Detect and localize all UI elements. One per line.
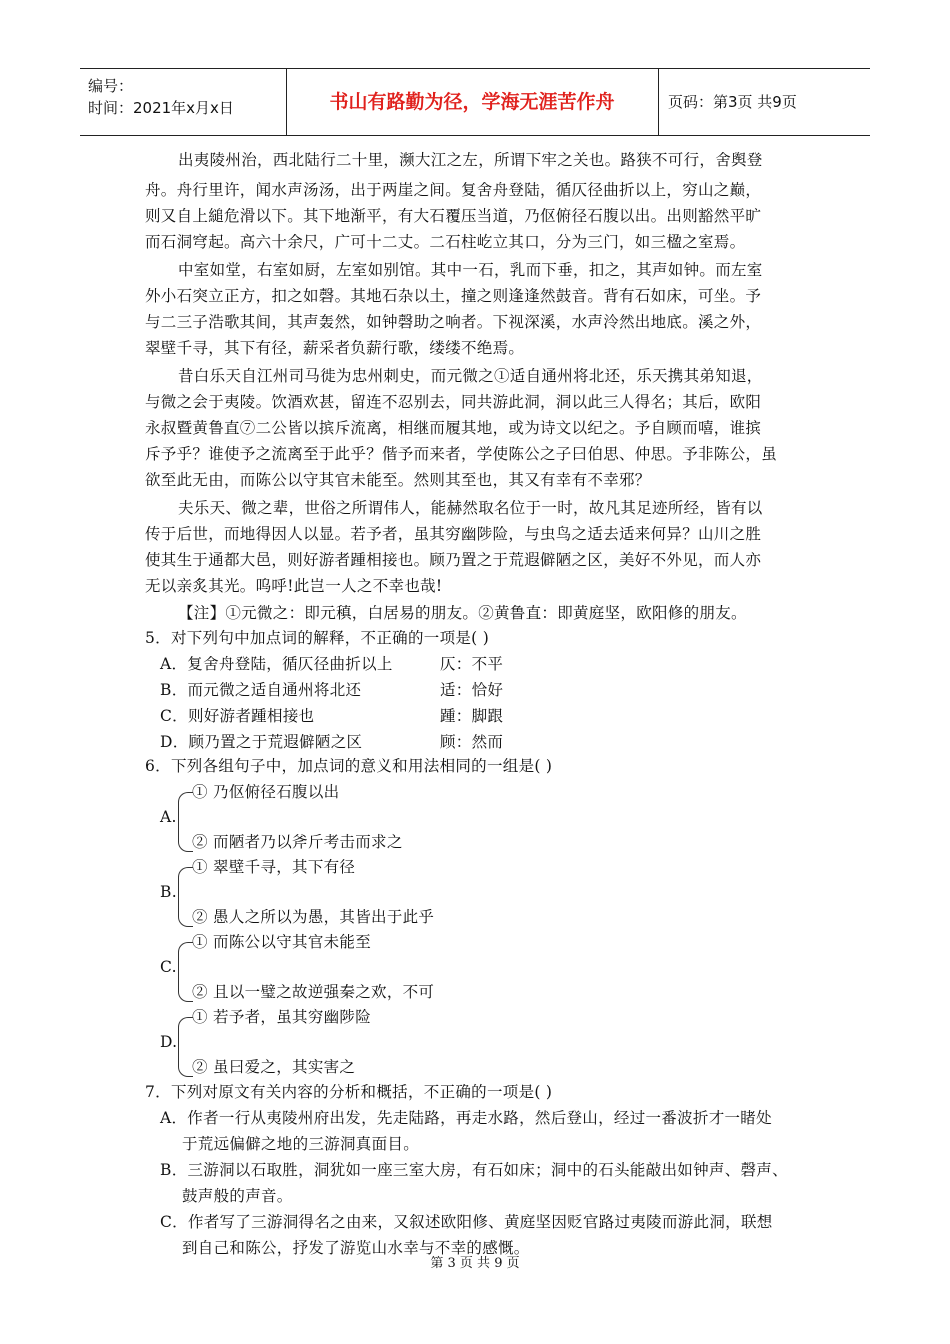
text-line: A. — [160, 808, 177, 826]
text-line: ② 而陋者乃以斧斤考击而求之 — [192, 833, 403, 851]
text-line: 斥予乎？谁使予之流离至于此乎？偕予而来者，学使陈公之子曰伯思、仲思。予非陈公，虽 — [145, 445, 778, 463]
option-d-brace — [178, 1017, 193, 1077]
option-b-brace — [178, 867, 193, 927]
text-line: 无以亲炙其光。呜呼!此岂一人之不幸也哉! — [145, 577, 443, 595]
text-line: 于荒远偏僻之地的三游洞真面目。 — [182, 1135, 420, 1153]
page-header — [80, 68, 870, 136]
text-line: C．作者写了三游洞得名之由来，又叙述欧阳修、黄庭坚因贬官路过夷陵而游此洞，联想 — [160, 1213, 773, 1231]
text-line: 昔白乐天自江州司马徙为忠州刺史，而元微之①适自通州将北还，乐天携其弟知退， — [178, 367, 763, 385]
text-line: ① 而陈公以守其官未能至 — [192, 933, 372, 951]
text-line: 【注】①元微之：即元稹，白居易的朋友。②黄鲁直：即黄庭坚，欧阳修的朋友。 — [178, 604, 747, 622]
text-line: 外小石突立正方，扣之如磬。其地石杂以土，撞之则逢逢然鼓音。背有石如床，可坐。予 — [145, 287, 762, 305]
text-line: 中室如堂，右室如厨，左室如别馆。其中一石，乳而下垂，扣之，其声如钟。而左室 — [178, 261, 763, 279]
document-number-label: 编号： — [88, 77, 134, 95]
text-line: 与微之会于夷陵。饮酒欢甚，留连不忍别去，同共游此洞，洞以此三人得名；其后，欧阳 — [145, 393, 762, 411]
text-line: 鼓声般的声音。 — [182, 1187, 293, 1205]
document-time-label: 时间：2021年x月x日 — [88, 99, 234, 117]
text-line: 适：恰好 — [440, 681, 504, 699]
text-line: 顾：然而 — [440, 733, 504, 751]
header-motto: 书山有路勤为径，学海无涯苦作舟 — [286, 69, 659, 135]
text-line: 5．对下列句中加点词的解释，不正确的一项是( ) — [145, 629, 490, 647]
text-line: 6．下列各组句子中，加点词的意义和用法相同的一组是( ) — [145, 757, 553, 775]
text-line: 永叔暨黄鲁直⑦二公皆以摈斥流离，相继而履其地，或为诗文以纪之。予自顾而嘻，谁摈 — [145, 419, 762, 437]
header-page-label: 页码：第3页 共9页 — [668, 93, 797, 111]
text-line: 仄：不平 — [440, 655, 504, 673]
text-line: A．复舍舟登陆，循仄径曲折以上 — [160, 655, 393, 673]
text-line: ① 翠壁千寻，其下有径 — [192, 858, 356, 876]
text-line: 踵：脚跟 — [440, 707, 504, 725]
option-c-brace — [178, 942, 193, 1002]
text-line: ② 虽曰爱之，其实害之 — [192, 1058, 356, 1076]
text-line: 夫乐天、微之辈，世俗之所谓伟人，能赫然取名位于一时，故凡其足迹所经，皆有以 — [178, 499, 763, 517]
text-line: 欲至此无由，而陈公以守其官未能至。然则其至也，其又有幸有不幸邪？ — [145, 471, 651, 489]
text-line: B．而元微之适自通州将北还 — [160, 681, 362, 699]
text-line: 而石洞穹起。高六十余尺，广可十二丈。二石柱屹立其口，分为三门，如三楹之室焉。 — [145, 233, 746, 251]
text-line: C. — [160, 958, 177, 976]
text-line: 7．下列对原文有关内容的分析和概括，不正确的一项是( ) — [145, 1083, 553, 1101]
page-footer: 第 3 页 共 9 页 — [430, 1256, 520, 1271]
text-line: C．则好游者踵相接也 — [160, 707, 315, 725]
text-line: 使其生于通都大邑，则好游者踵相接也。顾乃置之于荒遐僻陋之区，美好不外见，而人亦 — [145, 551, 762, 569]
text-line: ① 若予者，虽其穷幽陟险 — [192, 1008, 372, 1026]
text-line: B. — [160, 883, 177, 901]
text-line: ① 乃伛俯径石腹以出 — [192, 783, 340, 801]
text-line: B．三游洞以石取胜，洞犹如一座三室大房，有石如床；洞中的石头能敲出如钟声、磬声、 — [160, 1161, 788, 1179]
text-line: A．作者一行从夷陵州府出发，先走陆路，再走水路，然后登山，经过一番波折才一睹处 — [160, 1109, 772, 1127]
text-line: 与二三子浩歌其间，其声轰然，如钟磬助之响者。下视深溪，水声泠然出地底。溪之外， — [145, 313, 762, 331]
text-line: 翠壁千寻，其下有径，薪采者负薪行歌，缕缕不绝焉。 — [145, 339, 525, 357]
text-line: 出夷陵州治，西北陆行二十里，濒大江之左，所谓下牢之关也。路狭不可行，舍舆登 — [178, 151, 763, 169]
text-line: ② 愚人之所以为愚，其皆出于此乎 — [192, 908, 435, 926]
header-info-cell — [80, 69, 287, 135]
text-line: 则又自上縋危滑以下。其下地渐平，有大石覆压当道，乃伛俯径石腹以出。出则豁然平旷 — [145, 207, 762, 225]
text-line: 传于后世，而地得因人以显。若予者，虽其穷幽陟险，与虫鸟之适去适来何异？山川之胜 — [145, 525, 762, 543]
text-line: ② 且以一璧之故逆强秦之欢，不可 — [192, 983, 435, 1001]
text-line: D. — [160, 1033, 178, 1051]
text-line: D．顾乃置之于荒遐僻陋之区 — [160, 733, 363, 751]
text-line: 舟。舟行里许，闻水声汤汤，出于两崖之间。复舍舟登陆，循仄径曲折以上，穷山之巅， — [145, 181, 762, 199]
option-a-brace — [178, 792, 193, 852]
text-line: 到自己和陈公，抒发了游览山水幸与不幸的感慨。 — [182, 1239, 530, 1257]
